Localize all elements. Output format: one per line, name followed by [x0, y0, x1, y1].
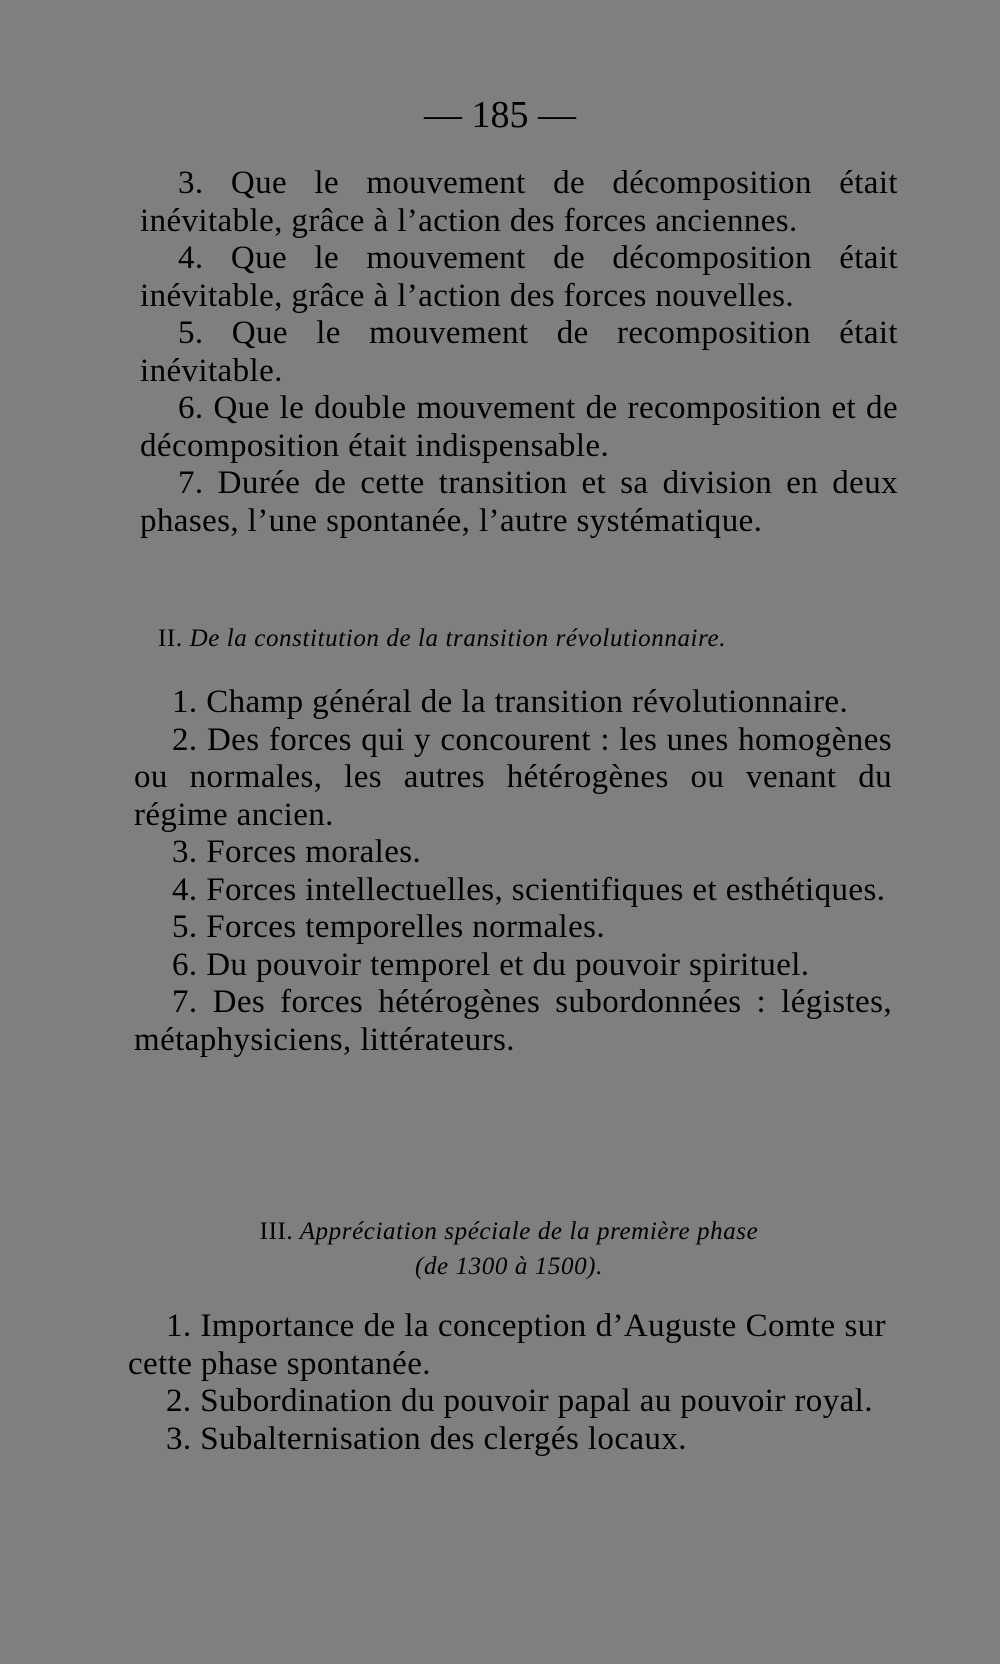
heading-numeral: III.	[259, 1218, 294, 1245]
list-item: 3. Que le mouvement de décomposition était inévitable, grâce à l’action des forces anciennes.	[140, 165, 898, 239]
list-item: 7. Des forces hétérogènes subordonnées : légistes, métaphysiciens, littérateurs.	[134, 984, 892, 1058]
list-item: 6. Que le double mouvement de recomposition et de décomposition était indispensable.	[140, 390, 898, 464]
list-item: 5. Forces temporelles normales.	[172, 909, 606, 945]
section-two-list	[134, 684, 892, 1059]
list-item: 4. Que le mouvement de décomposition était inévitable, grâce à l’action des forces nouvelles.	[140, 240, 898, 314]
heading-numeral: II.	[158, 625, 183, 652]
list-item: 5. Que le mouvement de recomposition était inévitable.	[140, 315, 898, 389]
section-two-heading	[158, 621, 898, 656]
heading-title: De la constitution de la transition révolutionnaire.	[189, 625, 727, 652]
list-item: 3. Forces morales.	[172, 834, 422, 870]
list-item: 6. Du pouvoir temporel et du pouvoir spirituel.	[172, 946, 810, 983]
list-item: 3. Subalternisation des clergés locaux.	[166, 1420, 687, 1457]
section-one-list	[140, 165, 898, 540]
list-item: 7. Durée de cette transition et sa division en deux phases, l’une spontanée, l’autre systématique.	[140, 465, 898, 539]
list-item: 2. Subordination du pouvoir papal au pouvoir royal.	[166, 1383, 873, 1419]
heading-subtitle: (de 1300 à 1500).	[415, 1253, 603, 1280]
list-item: 1. Importance de la conception d’Auguste Comte sur cette phase spontanée.	[128, 1308, 886, 1382]
list-item: 4. Forces intellectuelles, scientifiques et esthétiques.	[172, 871, 886, 908]
list-item: 1. Champ général de la transition révolutionnaire.	[172, 684, 849, 720]
page-number: — 185 —	[424, 94, 576, 136]
section-three-list	[128, 1308, 886, 1458]
list-item: 2. Des forces qui y concourent : les unes homogènes ou normales, les autres hétérogènes ou venant du régime ancien.	[134, 721, 892, 833]
section-three-heading	[130, 1214, 888, 1284]
heading-title: Appréciation spéciale de la première phase	[299, 1218, 759, 1245]
